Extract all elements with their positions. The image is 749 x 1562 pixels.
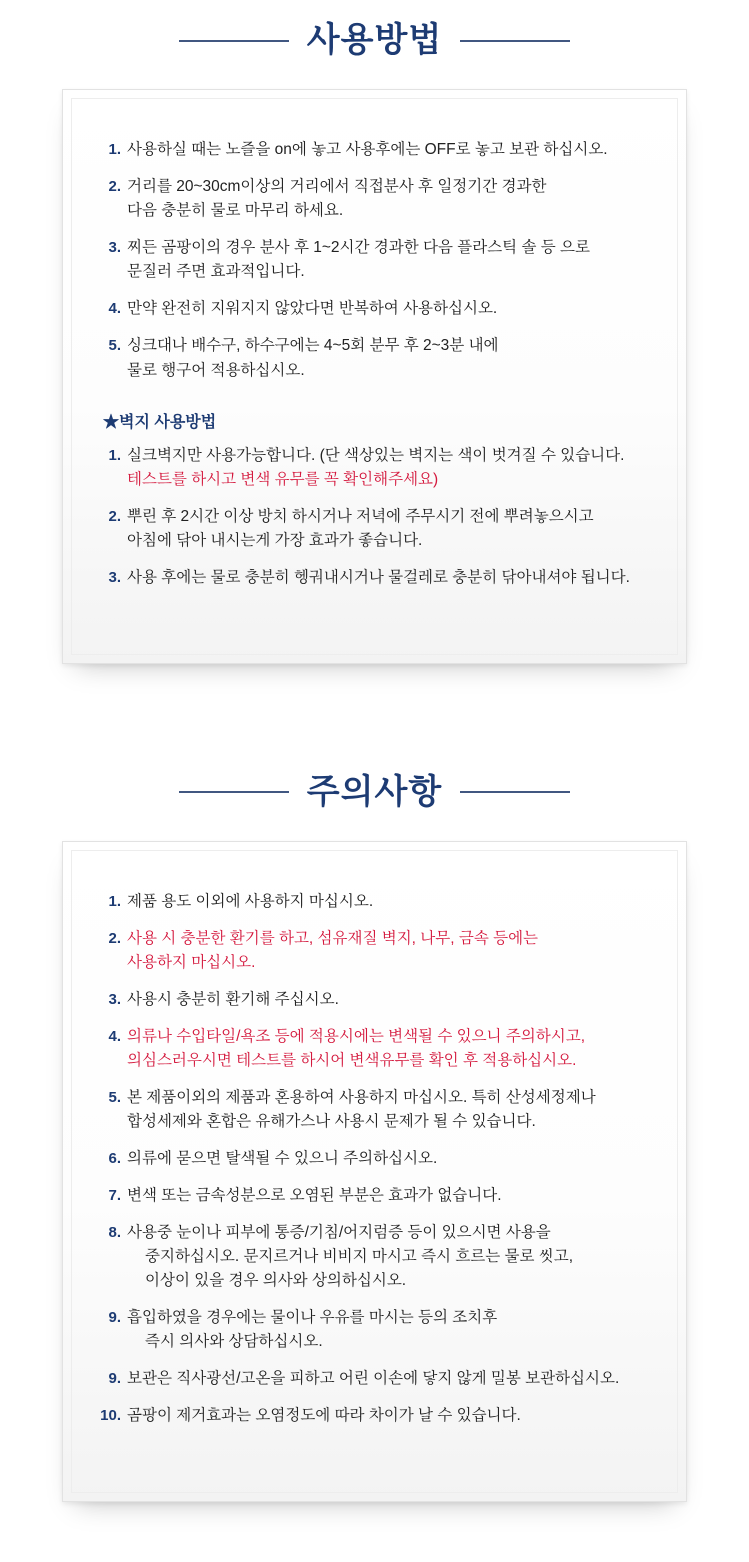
list-item [97,1404,652,1428]
list-text [127,1086,652,1134]
subsection-heading-wallpaper: ★벽지 사용방법 [103,413,217,431]
list-line: 거리를 20~30cm이상의 거리에서 직접분사 후 일정기간 경과한 [127,178,547,196]
list-marker: 7. [108,1187,121,1205]
list-text [127,1404,652,1428]
list-line: 중지하십시오. 문지르거나 비비지 마시고 즉시 흐르는 물로 씻고, [145,1248,574,1266]
list-text [127,1147,652,1171]
list-line: 곰팡이 제거효과는 오염정도에 따라 차이가 날 수 있습니다. [127,1407,521,1425]
list-text [127,1367,652,1391]
list-item [97,1147,652,1171]
list-line: 합성세제와 혼합은 유해가스나 사용시 문제가 될 수 있습니다. [127,1113,536,1131]
heading-rule-left [179,40,289,42]
list-item [97,1221,652,1293]
list-line: 사용하지 마십시오. [127,954,256,972]
caution-card-content [63,842,686,1501]
list-marker: 10. [100,1407,121,1425]
list-marker: 4. [108,300,121,318]
list-item [97,1025,652,1073]
list-line: 문질러 주면 효과적입니다. [127,263,305,281]
list-item [97,1184,652,1208]
list-marker: 3. [108,568,121,586]
list-line: 실크벽지만 사용가능합니다. (단 색상있는 벽지는 색이 벗겨질 수 있습니다. [127,446,625,464]
section-spacer [0,664,749,752]
list-line: 뿌린 후 2시간 이상 방치 하시거나 저녁에 주무시기 전에 뿌려놓으시고 [127,507,594,525]
list-item [97,927,652,975]
list-item [97,297,652,321]
list-marker: 4. [108,1028,121,1046]
page-bottom-spacer [0,1502,749,1562]
list-item [97,1086,652,1134]
caution-list [97,890,652,1428]
list-line: 사용하실 때는 노즐을 on에 놓고 사용후에는 OFF로 놓고 보관 하십시오. [127,141,608,159]
list-text [127,297,652,321]
list-item [97,988,652,1012]
list-text [127,505,652,553]
list-item [97,890,652,914]
list-line: 이상이 있을 경우 의사와 상의하십시오. [145,1272,407,1290]
list-text [127,334,652,382]
list-text [127,138,652,162]
list-marker: 2. [108,930,121,947]
list-marker: 3. [108,991,121,1009]
list-text [127,1221,652,1293]
section-heading-caution [0,752,749,811]
list-text [127,236,652,284]
list-line: 싱크대나 배수구, 하수구에는 4~5회 분무 후 2~3분 내에 [127,337,499,355]
list-line: 변색 또는 금속성분으로 오염된 부분은 효과가 없습니다. [127,1187,502,1205]
list-marker: 9. [108,1370,121,1388]
page-title-usage: 사용방법 [306,21,443,59]
list-line: 의류나 수입타일/욕조 등에 적용시에는 변색될 수 있으니 주의하시고, [127,1028,586,1046]
section-heading-usage [0,0,749,59]
list-text [127,927,652,975]
list-item [97,236,652,284]
list-marker: 9. [108,1309,121,1327]
list-text [127,566,652,590]
list-text [127,1025,652,1073]
list-line: 물로 행구어 적용하십시오. [127,361,305,379]
list-line: 흡입하였을 경우에는 물이나 우유를 마시는 등의 조치후 [127,1309,498,1327]
list-item [97,444,652,492]
caution-card [62,841,687,1502]
list-marker: 3. [108,239,121,257]
list-marker: 2. [108,507,121,525]
list-marker: 1. [108,446,121,464]
list-item [97,138,652,162]
list-line: 아침에 닦아 내시는게 가장 효과가 좋습니다. [127,531,423,549]
list-marker: 1. [108,141,121,159]
list-line: 사용시 충분히 환기해 주십시오. [127,991,339,1009]
list-marker: 6. [108,1150,121,1168]
list-line: 사용 후에는 물로 충분히 헹궈내시거나 물걸레로 충분히 닦아내셔야 됩니다. [127,568,630,586]
list-item [97,1306,652,1354]
list-text [127,890,652,914]
list-marker: 5. [108,1089,121,1107]
list-line: 사용 시 충분한 환기를 하고, 섬유재질 벽지, 나무, 금속 등에는 [127,930,539,947]
list-line: 보관은 직사광선/고온을 피하고 어린 이손에 닿지 않게 밀봉 보관하십시오. [127,1370,620,1388]
heading-rule-right [460,791,570,793]
list-line: 사용중 눈이나 피부에 통증/기침/어지럼증 등이 있으시면 사용을 [127,1224,551,1242]
list-marker: 1. [108,892,121,910]
list-item [97,334,652,382]
list-item [97,175,652,223]
list-line: 즉시 의사와 상담하십시오. [145,1333,323,1351]
list-line: 찌든 곰팡이의 경우 분사 후 1~2시간 경과한 다음 플라스틱 솔 등 으로 [127,239,590,257]
usage-list [97,138,652,382]
list-marker: 8. [108,1224,121,1242]
list-item [97,566,652,590]
list-text [127,444,652,492]
list-item [97,505,652,553]
list-line: 본 제품이외의 제품과 혼용하여 사용하지 마십시오. 특히 산성세정제나 [127,1089,596,1107]
list-line: 제품 용도 이외에 사용하지 마십시오. [127,892,374,910]
list-marker: 2. [108,178,121,196]
list-item [97,1367,652,1391]
list-line: 테스트를 하시고 변색 유무를 꼭 확인해주세요) [127,470,439,488]
page-title-caution: 주의사항 [306,772,443,811]
list-text [127,988,652,1012]
usage-card [62,89,687,663]
usage-card-content [63,90,686,662]
list-line: 다음 충분히 물로 마무리 하세요. [127,202,344,220]
heading-rule-right [460,40,570,42]
list-text [127,175,652,223]
list-marker: 5. [108,337,121,355]
list-line: 의류에 묻으면 탈색될 수 있으니 주의하십시오. [127,1150,438,1168]
list-line: 의심스러우시면 테스트를 하시어 변색유무를 확인 후 적용하십시오. [127,1052,577,1070]
wallpaper-usage-list [97,444,652,590]
heading-rule-left [179,791,289,793]
list-text [127,1184,652,1208]
list-line: 만약 완전히 지워지지 않았다면 반복하여 사용하십시오. [127,300,498,318]
list-text [127,1306,652,1354]
